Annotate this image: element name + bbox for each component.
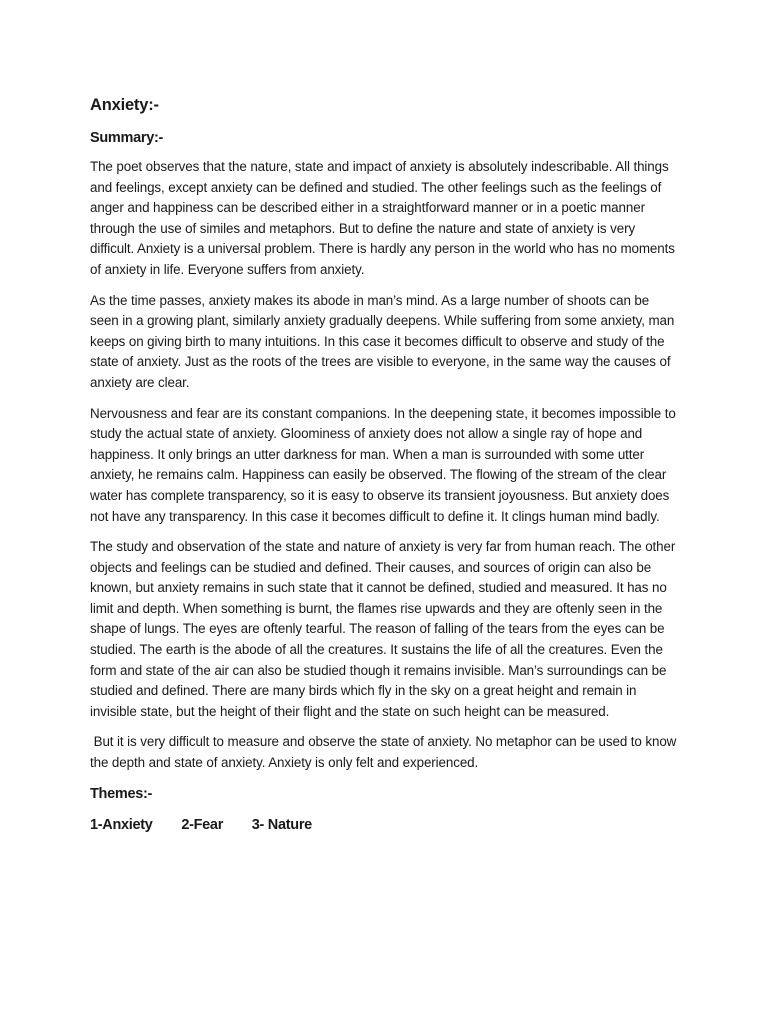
paragraph-1: The poet observes that the nature, state and impact of anxiety is absolutely indescribable. All things and feelings, except anxiety can be defined and studied. The other feelings such as the feelings of anger and happiness can be described either in a straightforward manner or in a poetic manner through the use of similes and metaphors. But to define the nature and state of anxiety is very difficult. Anxiety is a universal problem. There is hardly any person in the world who has no moments of anxiety in life. Everyone suffers from anxiety. [90,159,675,277]
theme-item: 1-Anxiety [90,816,153,833]
paragraph-5: But it is very difficult to measure and observe the state of anxiety. No metaphor can be used to know the depth and state of anxiety. Anxiety is only felt and experienced. [90,734,680,771]
themes-list [90,815,680,835]
summary-heading: Summary:- [90,130,164,146]
paragraph-2: As the time passes, anxiety makes its abode in man’s mind. As a large number of shoots can be seen in a growing plant, similarly anxiety gradually deepens. While suffering from some anxiety, man keeps on giving birth to many intuitions. In this case it becomes difficult to observe and study of the state of anxiety. Just as the roots of the trees are visible to everyone, in the same way the causes of anxiety are clear. [90,292,675,390]
theme-item: 3- Nature [251,816,312,833]
document-title: Anxiety:- [90,96,159,114]
paragraph-4: The study and observation of the state and nature of anxiety is very far from human reach. The other objects and feelings can be studied and defined. Their causes, and sources of origin can also be known, but anxiety remains in such state that it cannot be defined, studied and measured. It has no limit and depth. When something is burnt, the flames rise upwards and they are oftenly seen in the shape of lungs. The eyes are oftenly tearful. The reason of falling of the tears from the eyes can be studied. The earth is the abode of all the creatures. It sustains the life of all the creatures. Even the form and state of the air can also be studied though it remains invisible. Man’s surroundings can be studied and defined. There are many birds which fly in the sky on a great height and remain in invisible state, but the height of their flight and the state on such height can be measured. [90,539,676,719]
theme-item: 2-Fear [181,816,224,833]
themes-heading: Themes:- [90,785,153,802]
paragraph-3: Nervousness and fear are its constant companions. In the deepening state, it becomes impossible to study the actual state of anxiety. Gloominess of anxiety does not allow a single ray of hope and happiness. It only brings an utter darkness for man. When a man is surrounded with some utter anxiety, he remains calm. Happiness can easily be observed. The flowing of the stream of the clear water has complete transparency, so it is easy to observe its transient joyousness. But anxiety does not have any transparency. In this case it becomes difficult to define it. It clings human mind badly. [90,405,676,524]
